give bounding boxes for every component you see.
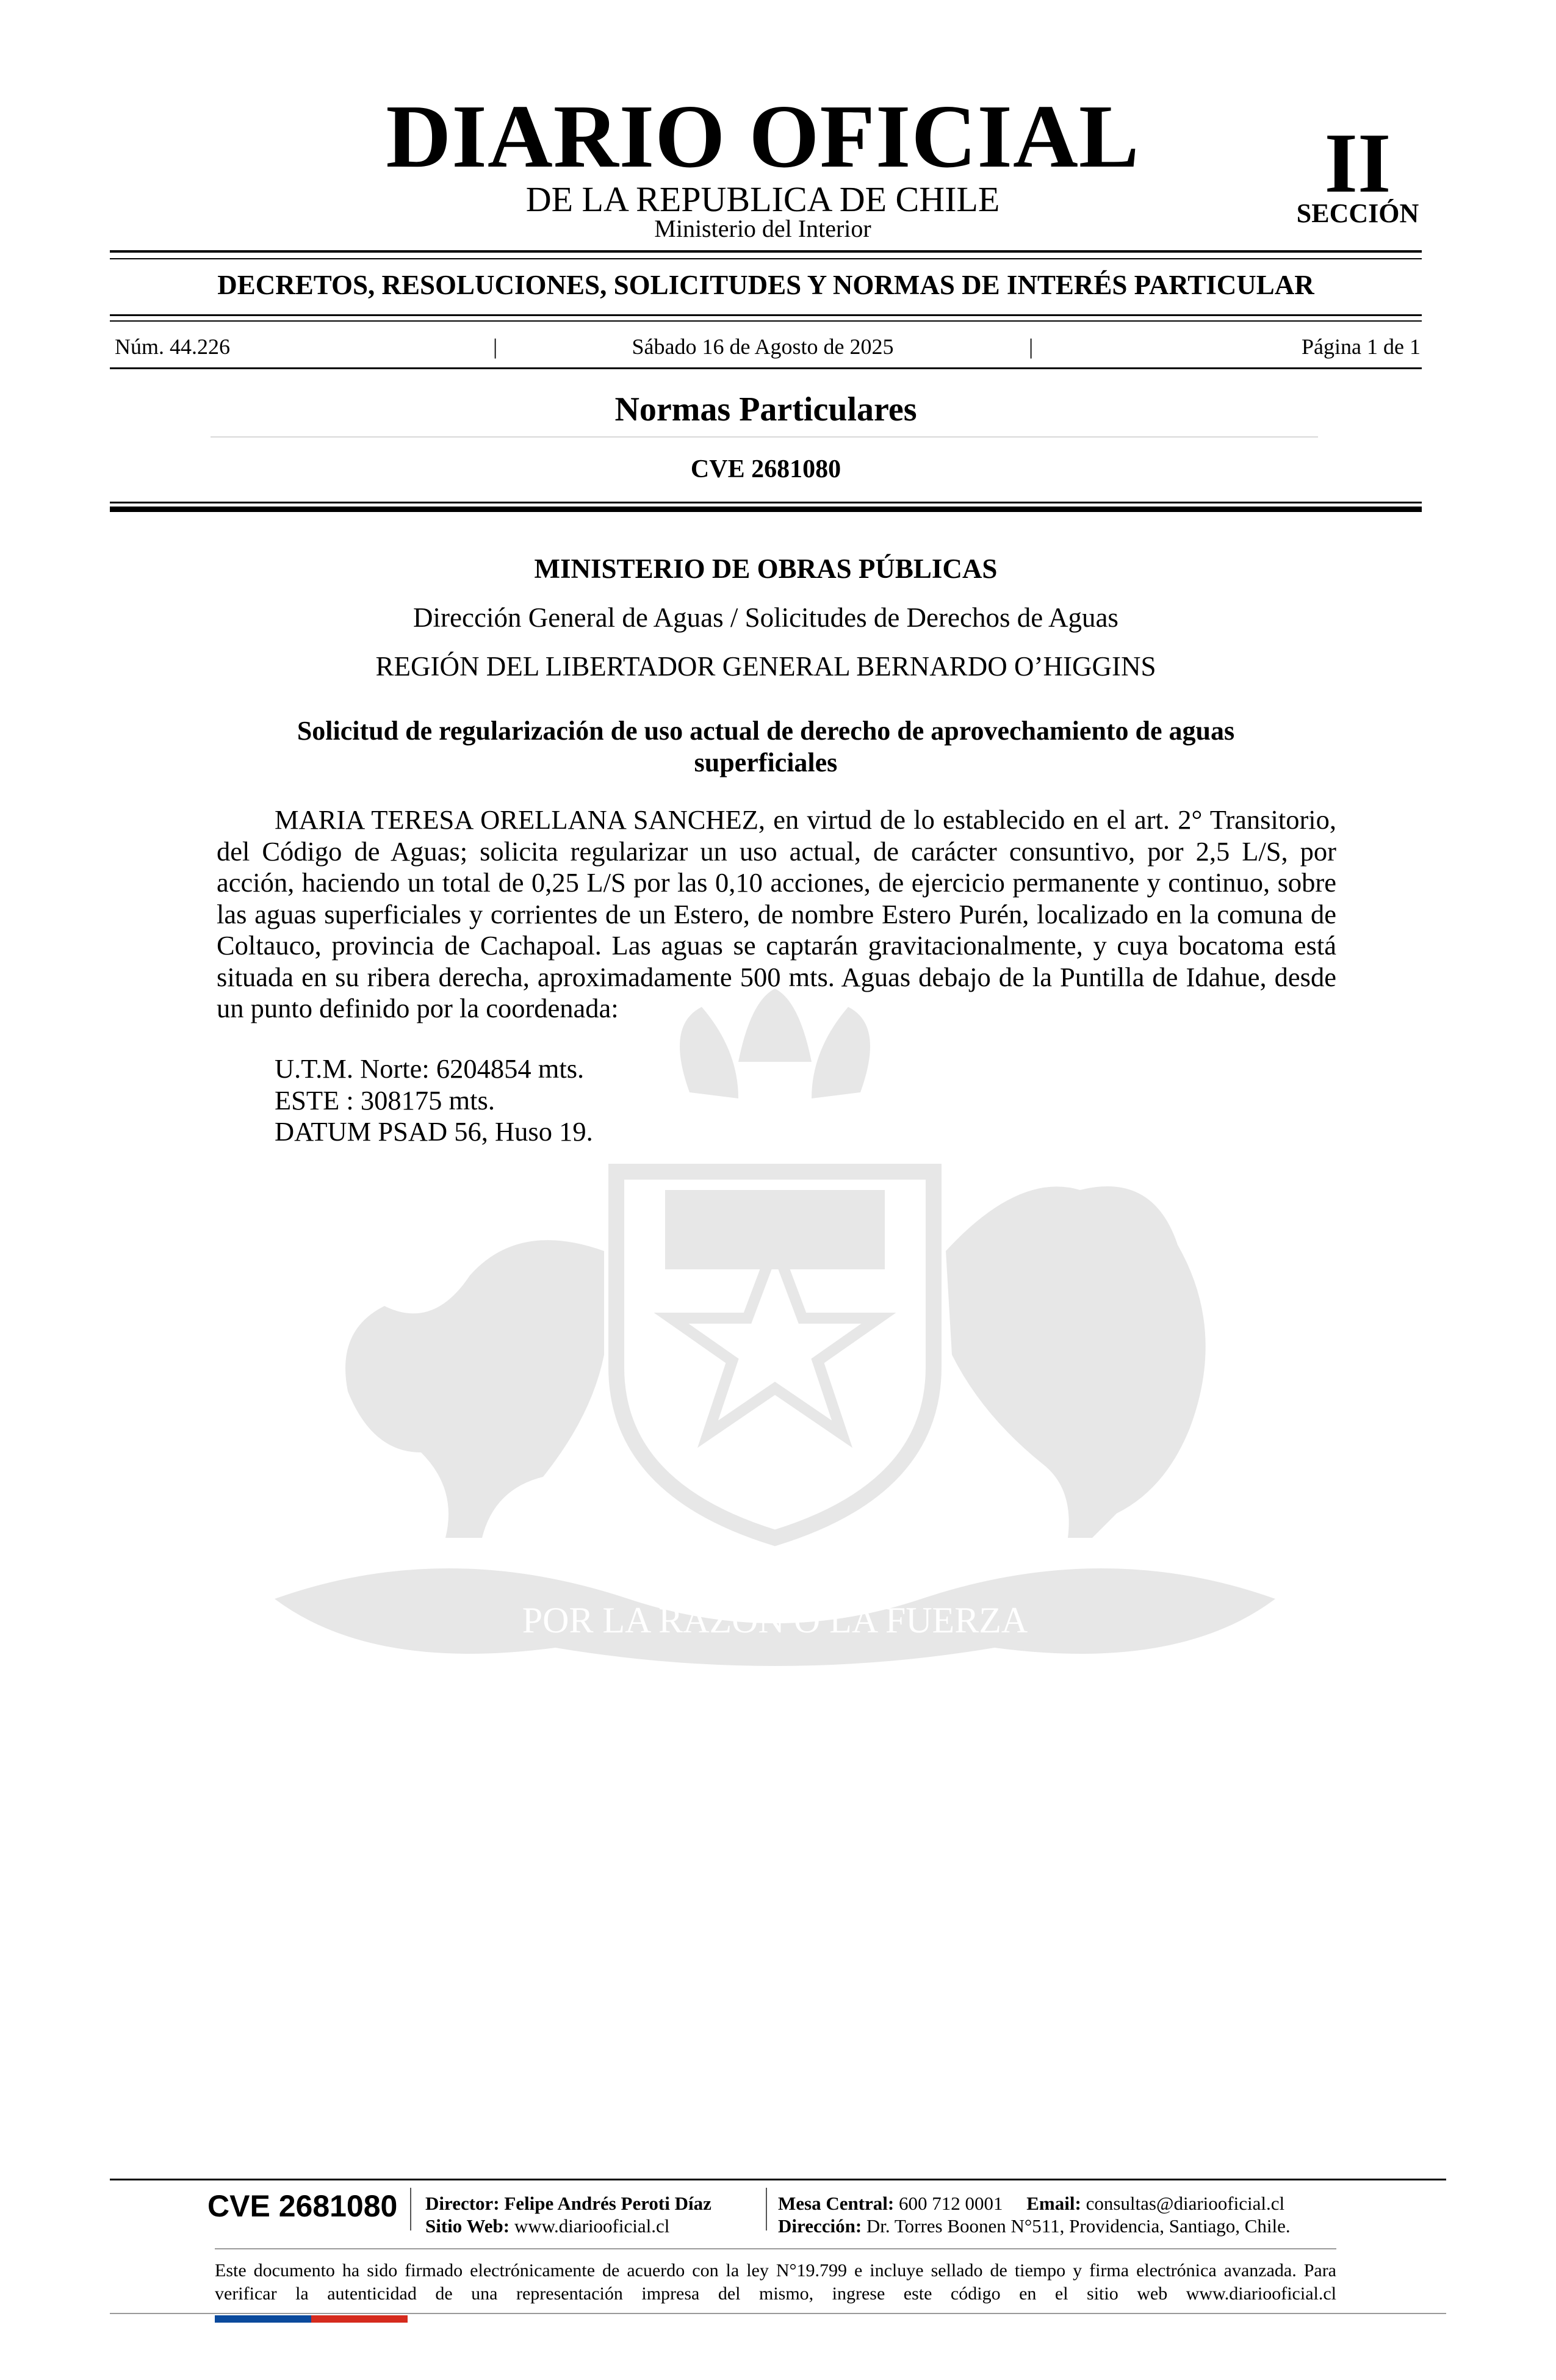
section-divider [211, 436, 1318, 438]
header-rule-top [110, 502, 1422, 503]
masthead-rule-bottom [110, 258, 1422, 259]
banner-rule-top [110, 314, 1422, 316]
footer-rule-top [110, 2179, 1446, 2180]
section-label: SECCIÓN [1296, 198, 1419, 228]
address-value: Dr. Torres Boonen N°511, Providencia, Santiago, Chile. [866, 2215, 1291, 2237]
address-label: Dirección: [778, 2215, 862, 2237]
footer-separator [766, 2188, 767, 2230]
issue-number: Núm. 44.226 [115, 334, 230, 359]
cve-code: CVE 2681080 [690, 455, 841, 483]
coordinate-north: U.T.M. Norte: 6204854 mts. [275, 1053, 585, 1084]
footer-cve: CVE 2681080 [207, 2189, 398, 2223]
director-name: Felipe Andrés Peroti Díaz [504, 2193, 711, 2214]
issue-date: Sábado 16 de Agosto de 2025 [632, 334, 894, 359]
header-rule-bottom [110, 507, 1422, 512]
flag-stripe-blue [215, 2315, 311, 2323]
meta-separator: | [493, 334, 498, 359]
footer-note: Este documento ha sido firmado electrónicamente de acuerdo con la ley N°19.799 e incluye sellado de tiempo y firma electrónica avanzada. Para verificar la autenticidad de una representación impresa del mismo, ingrese este código en el sitio web www.diariooficial.cl [215, 2260, 1336, 2304]
footer-separator [410, 2188, 411, 2230]
section-numeral: II [1324, 116, 1391, 211]
phone-label: Mesa Central: [778, 2193, 895, 2214]
banner-rule-bottom [110, 320, 1422, 322]
email-link[interactable]: consultas@diariooficial.cl [1086, 2193, 1285, 2214]
footer-contact-block [778, 2192, 1291, 2237]
footer-divider [215, 2248, 1336, 2249]
coordinates-block [275, 1053, 593, 1148]
region-name: REGIÓN DEL LIBERTADOR GENERAL BERNARDO O’HIGGINS [375, 651, 1156, 682]
phone-value: 600 712 0001 [899, 2193, 1003, 2214]
department-name: Dirección General de Aguas / Solicitudes de Derechos de Aguas [413, 602, 1118, 633]
email-label: Email: [1026, 2193, 1081, 2214]
web-link[interactable]: www.diariooficial.cl [514, 2215, 670, 2237]
masthead-ministry: Ministerio del Interior [654, 215, 871, 242]
banner: DECRETOS, RESOLUCIONES, SOLICITUDES Y NORMAS DE INTERÉS PARTICULAR [217, 270, 1314, 300]
web-label: Sitio Web: [425, 2215, 510, 2237]
masthead-title: DIARIO OFICIAL [386, 87, 1140, 187]
meta-separator: | [1029, 334, 1034, 359]
director-label: Director: [425, 2193, 500, 2214]
footer-rule-bottom [110, 2313, 1446, 2314]
masthead-subtitle: DE LA REPUBLICA DE CHILE [525, 179, 1000, 219]
coordinate-datum: DATUM PSAD 56, Huso 19. [275, 1116, 593, 1147]
request-paragraph: MARIA TERESA ORELLANA SANCHEZ, en virtud de lo establecido en el art. 2° Transitorio, del Código de Aguas; solicita regularizar un uso actual, de carácter consuntivo, por 2,5 L/S, por acción, haciendo un total de 0,25 L/S por las 0,10 acciones, de ejercicio permanente y continuo, sobre las aguas superficiales y corrientes de un Estero, de nombre Estero Purén, localizado en la comuna de Coltauco, provincia de Cachapoal. Las aguas se captarán gravitacionalmente, y cuya bocatoma está situada en su ribera derecha, aproximadamente 500 mts. Aguas debajo de la Puntilla de Idahue, desde un punto definido por la coordenada: [217, 804, 1336, 1023]
ministry-name: MINISTERIO DE OBRAS PÚBLICAS [534, 554, 998, 584]
watermark-motto: POR LA RAZON O LA FUERZA [522, 1600, 1028, 1640]
footer-director-block [425, 2192, 711, 2237]
section-title: Normas Particulares [614, 391, 917, 428]
request-title: Solicitud de regularización de uso actual de derecho de aprovechamiento de aguas superficiales [297, 716, 1235, 777]
flag-stripe-red [311, 2315, 408, 2323]
meta-rule [110, 367, 1422, 369]
masthead-rule-top [110, 250, 1422, 253]
coordinate-east: ESTE : 308175 mts. [275, 1084, 495, 1116]
page-count: Página 1 de 1 [1302, 334, 1421, 359]
